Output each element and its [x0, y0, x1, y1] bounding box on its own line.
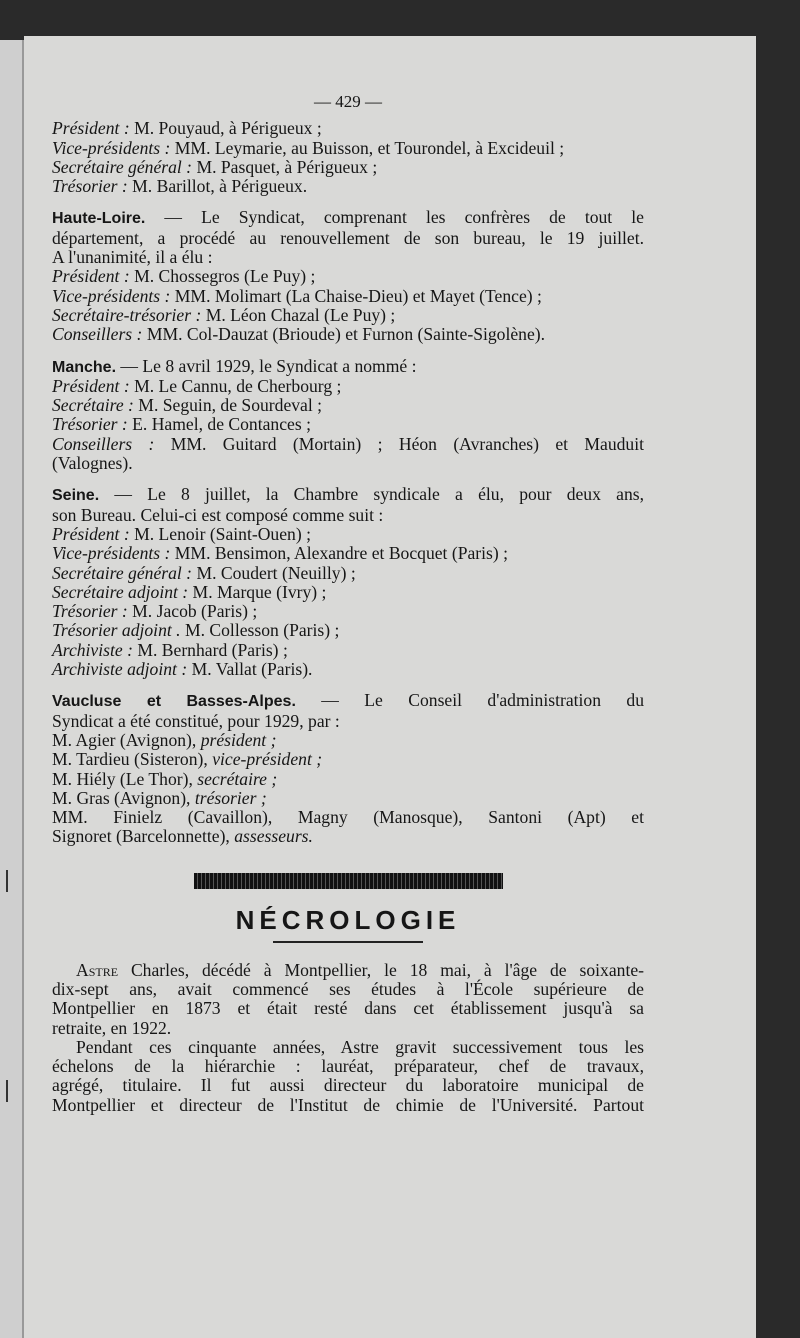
- margin-mark: [6, 870, 8, 892]
- section-heading: Manche.: [52, 358, 117, 376]
- adjacent-page-edge: [0, 40, 24, 1338]
- dordogne-bureau: [52, 119, 644, 196]
- member-text: M. Agier (Avignon),: [52, 729, 201, 750]
- role-label: Archiviste adjoint :: [52, 659, 188, 680]
- member-text: M. Bernhard (Paris) ;: [132, 639, 288, 660]
- member-text: M. Coudert (Neuilly) ;: [192, 562, 356, 583]
- role-label: Archiviste :: [52, 639, 133, 660]
- section-heading: Haute-Loire.: [52, 210, 146, 228]
- member-text: M. Chossegros (Le Puy) ;: [129, 266, 316, 287]
- seine-section: [52, 485, 644, 679]
- member-text: M. Marque (Ivry) ;: [188, 581, 327, 602]
- section-title: NÉCROLOGIE: [235, 904, 461, 935]
- member-text: M. Pouyaud, à Périgueux ;: [129, 118, 322, 139]
- paragraph-text: Montpellier en 1873 et était resté dans cet établissement jusqu'à sa: [52, 998, 644, 1019]
- role-label: Conseillers :: [52, 324, 143, 345]
- page-number: — 429 —: [314, 92, 382, 111]
- role-label: Secrétaire général :: [52, 562, 193, 583]
- section-text: son Bureau. Celui-ci est composé comme suit :: [52, 504, 384, 525]
- role-label: Secrétaire général :: [52, 156, 193, 177]
- role-label: Secrétaire-trésorier :: [52, 304, 202, 325]
- member-text: MM. Leymarie, au Buisson, et Tourondel, à Excideuil ;: [170, 137, 565, 158]
- necrologie-body: [52, 961, 644, 1115]
- manche-section: [52, 357, 644, 474]
- section-text: Syndicat a été constitué, pour 1929, par :: [52, 710, 340, 731]
- member-text: M. Le Cannu, de Cherbourg ;: [129, 375, 342, 396]
- role-label: Président :: [52, 266, 130, 287]
- role-label: Vice-présidents :: [52, 137, 171, 158]
- section-text: département, a procédé au renouvellement de son bureau, le 19 juillet.: [52, 227, 644, 248]
- role-label: Trésorier adjoint .: [52, 620, 181, 641]
- member-text: MM. Molimart (La Chaise-Dieu) et Mayet (Tence) ;: [170, 285, 542, 306]
- member-text: M. Pasquet, à Périgueux ;: [192, 156, 378, 177]
- role-label: trésorier ;: [194, 787, 267, 808]
- role-label: Trésorier :: [52, 601, 128, 622]
- section-heading: Vaucluse et Basses-Alpes.: [52, 693, 296, 711]
- role-label: assesseurs.: [234, 826, 313, 847]
- role-label: secrétaire ;: [197, 768, 278, 789]
- role-label: Président :: [52, 118, 130, 139]
- paragraph-text: Pendant ces cinquante années, Astre gravit successivement tous les: [76, 1036, 644, 1057]
- deceased-name: Astre: [76, 959, 119, 980]
- paragraph-text: échelons de la hiérarchie : lauréat, préparateur, chef de travaux,: [52, 1056, 644, 1077]
- member-text: M. Léon Chazal (Le Puy) ;: [201, 304, 396, 325]
- member-text: MM. Guitard (Mortain) ; Héon (Avranches) et Mauduit: [154, 433, 644, 454]
- role-label: Vice-présidents :: [52, 285, 171, 306]
- paragraph-text: Charles, décédé à Montpellier, le 18 mai, à l'âge de soixante-: [118, 959, 644, 980]
- page-content: [52, 92, 644, 1115]
- section-text: (Valognes).: [52, 453, 133, 474]
- role-label: Trésorier :: [52, 176, 128, 197]
- role-label: Trésorier :: [52, 414, 128, 435]
- section-text: — Le 8 avril 1929, le Syndicat a nommé :: [116, 355, 417, 376]
- member-text: M. Barillot, à Périgueux.: [127, 176, 308, 197]
- member-text: M. Lenoir (Saint-Ouen) ;: [129, 523, 311, 544]
- role-label: Vice-présidents :: [52, 543, 171, 564]
- role-label: Secrétaire adjoint :: [52, 581, 189, 602]
- member-text: Signoret (Barcelonnette),: [52, 826, 235, 847]
- section-heading: Seine.: [52, 487, 100, 505]
- member-text: M. Gras (Avignon),: [52, 787, 195, 808]
- role-label: Président :: [52, 375, 130, 396]
- member-text: M. Jacob (Paris) ;: [127, 601, 258, 622]
- paragraph-text: retraite, en 1922.: [52, 1017, 172, 1038]
- role-label: président ;: [200, 729, 277, 750]
- paragraph-text: agrégé, titulaire. Il fut aussi directeur du laboratoire municipal de: [52, 1075, 644, 1096]
- role-label: Président :: [52, 523, 130, 544]
- member-text: M. Collesson (Paris) ;: [180, 620, 340, 641]
- member-text: MM. Bensimon, Alexandre et Bocquet (Paris) ;: [170, 543, 509, 564]
- title-underline: [273, 941, 423, 943]
- member-text: M. Seguin, de Sourdeval ;: [133, 395, 323, 416]
- paragraph-text: Montpellier et directeur de l'Institut de chimie de l'Université. Partout: [52, 1094, 644, 1115]
- paragraph-text: dix-sept ans, avait commencé ses études à l'École supérieure de: [52, 978, 644, 999]
- section-text: — Le Syndicat, comprenant les confrères de tout le: [145, 207, 644, 228]
- member-text: E. Hamel, de Contances ;: [127, 414, 311, 435]
- member-text: MM. Col-Dauzat (Brioude) et Furnon (Sainte-Sigolène).: [142, 324, 546, 345]
- member-text: MM. Finielz (Cavaillon), Magny (Manosque), Santoni (Apt) et: [52, 807, 644, 828]
- role-label: Secrétaire :: [52, 395, 134, 416]
- ornamental-rule: [194, 873, 503, 889]
- role-label: vice-président ;: [212, 749, 323, 770]
- member-text: M. Hiély (Le Thor),: [52, 768, 198, 789]
- member-text: M. Vallat (Paris).: [187, 659, 313, 680]
- role-label: Conseillers :: [52, 433, 155, 454]
- haute-loire-section: [52, 208, 644, 344]
- section-text: A l'unanimité, il a élu :: [52, 247, 213, 268]
- member-text: M. Tardieu (Sisteron),: [52, 749, 213, 770]
- section-text: — Le Conseil d'administration du: [295, 690, 644, 711]
- margin-mark: [6, 1080, 8, 1102]
- section-text: — Le 8 juillet, la Chambre syndicale a élu, pour deux ans,: [99, 484, 644, 505]
- vaucluse-section: [52, 691, 644, 846]
